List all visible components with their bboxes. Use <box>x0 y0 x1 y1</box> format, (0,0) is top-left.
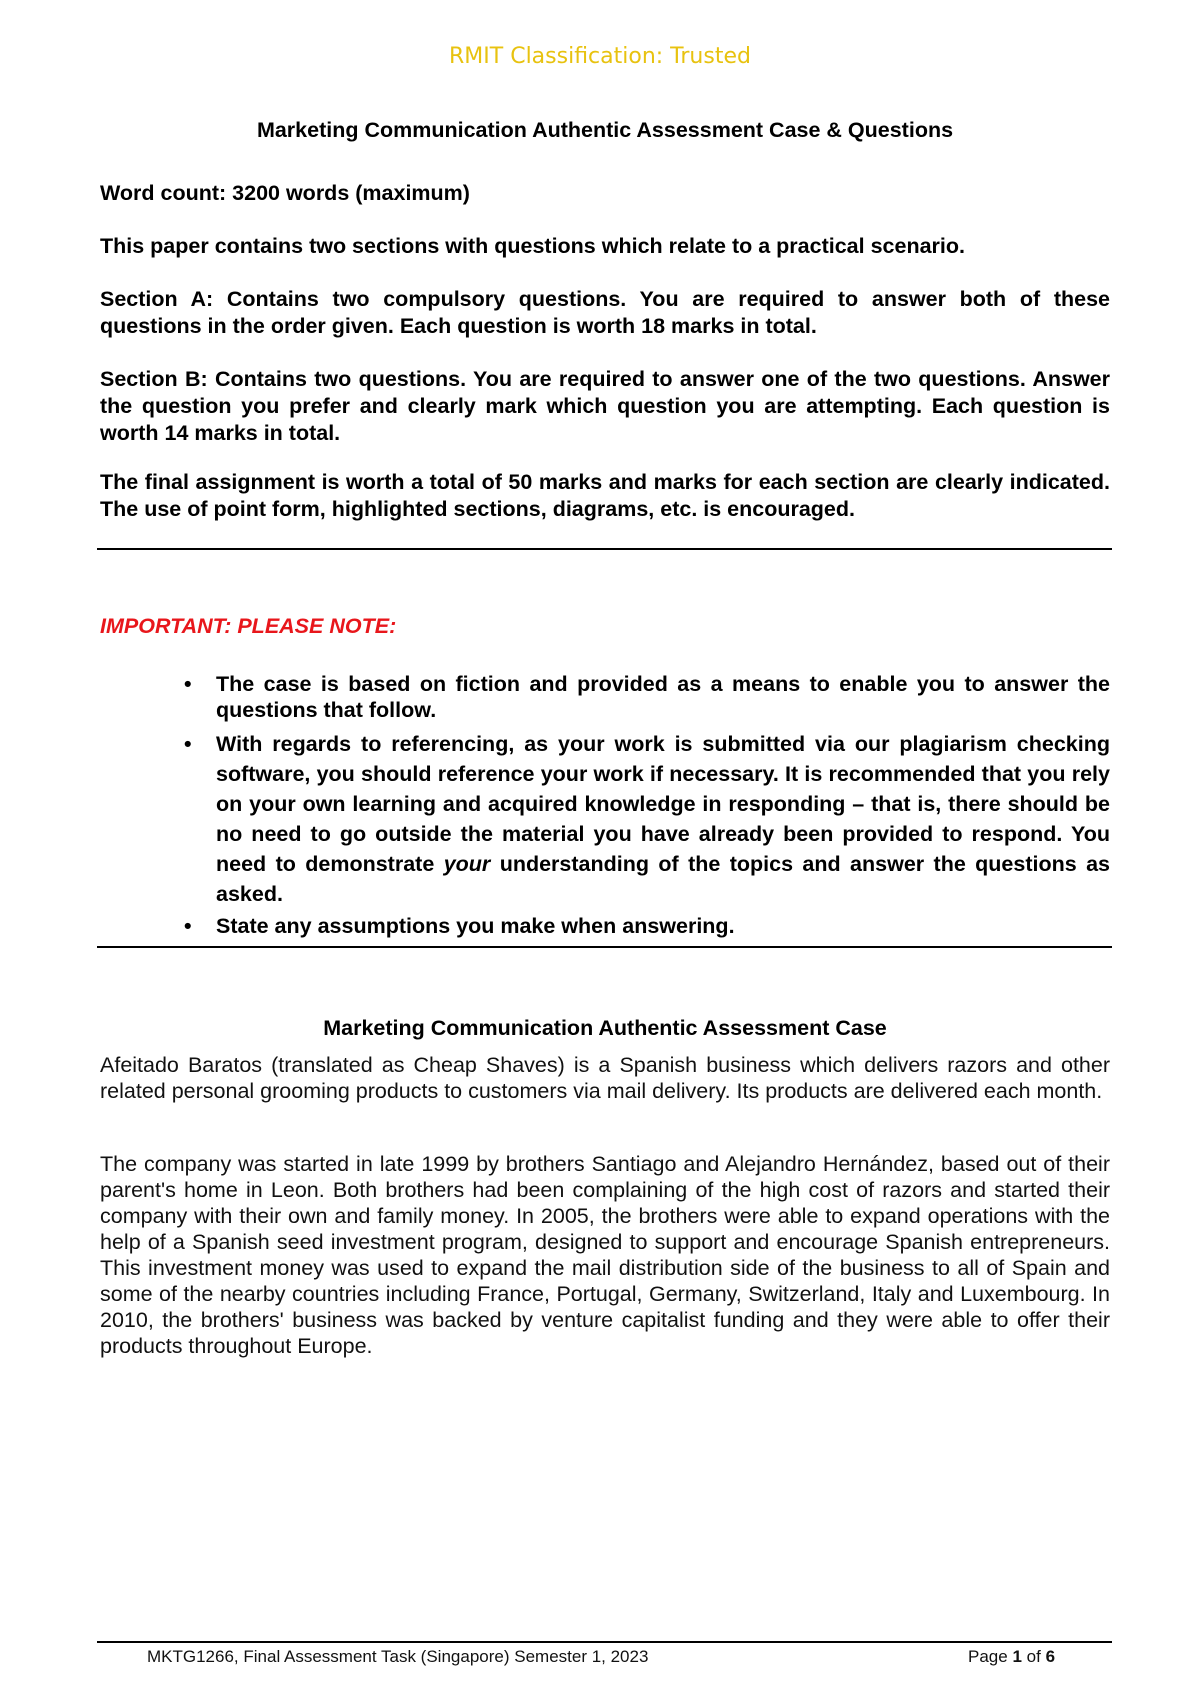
notice-item-fiction <box>184 671 1110 723</box>
divider-top <box>97 548 1112 550</box>
page-total: 6 <box>1045 1647 1056 1666</box>
section-b-description: Section B: Contains two questions. You are required to answer one of the two questions. Answer the question you prefer and clearly mark which question you are attempting. Each question is worth 14 marks in total. <box>100 367 1110 445</box>
word-count: Word count: 3200 words (maximum) <box>100 181 470 205</box>
important-notice-heading: IMPORTANT: PLEASE NOTE: <box>100 614 397 638</box>
notice-item-text: The case is based on fiction and provided as a means to enable you to answer the questions that follow. <box>216 672 1110 722</box>
bullet-icon: • <box>184 732 192 756</box>
case-title: Marketing Communication Authentic Assessment Case <box>323 1016 887 1040</box>
notice-list <box>184 671 1111 943</box>
notice-item-emphasis: your <box>443 852 491 876</box>
page-current: 1 <box>1012 1647 1022 1666</box>
section-a-description: Section A: Contains two compulsory questions. You are required to answer both of these questions in the order given. Each question is worth 18 marks in total. <box>100 287 1110 338</box>
page-word: Page <box>968 1647 1008 1666</box>
divider-bottom <box>97 946 1112 948</box>
footer-divider <box>97 1641 1112 1643</box>
sections-line: This paper contains two sections with questions which relate to a practical scenario. <box>100 234 965 258</box>
final-assignment-note: The final assignment is worth a total of 50 marks and marks for each section are clearly indicated. The use of point form, highlighted sections, diagrams, etc. is encouraged. <box>100 470 1110 521</box>
bullet-icon: • <box>184 914 192 938</box>
footer-course-info: MKTG1266, Final Assessment Task (Singapore) Semester 1, 2023 <box>147 1647 649 1666</box>
assessment-title-block <box>100 118 1110 143</box>
notice-item-text: With regards to referencing, as your work is submitted via our plagiarism checking software, you should reference your work if necessary. It is recommended that you rely on your own learning and acquired knowledge in responding – that is, there should be no need to go outside the material you have already been provided to respond. You need to demonstrate <box>216 732 1110 876</box>
notice-item-assumptions <box>184 911 1110 941</box>
footer-page-number <box>968 1647 1055 1667</box>
case-paragraph-1: Afeitado Baratos (translated as Cheap Shaves) is a Spanish business which delivers razors and other related personal grooming products to customers via mail delivery. Its products are delivered each month. <box>100 1053 1110 1103</box>
classification-label: RMIT Classification: Trusted <box>449 44 751 69</box>
of-word: of <box>1026 1647 1041 1666</box>
notice-item-text: State any assumptions you make when answering. <box>216 914 735 938</box>
case-paragraph-2: The company was started in late 1999 by brothers Santiago and Alejandro Hernández, based out of their parent's home in Leon. Both brothers had been complaining of the high cost of razors and started their company with their own and family money. In 2005, the brothers were able to expand operations with the help of a Spanish seed investment program, designed to support and encourage Spanish entrepreneurs. This investment money was used to expand the mail distribution side of the business to all of Spain and some of the nearby countries including France, Portugal, Germany, Switzerland, Italy and Luxembourg. In 2010, the brothers' business was backed by venture capitalist funding and they were able to offer their products throughout Europe. <box>100 1152 1110 1358</box>
bullet-icon: • <box>184 672 192 696</box>
assessment-title: Marketing Communication Authentic Assessment Case & Questions <box>256 118 954 142</box>
notice-item-text-tail: understanding of the topics and answer the questions as asked. <box>216 852 1111 906</box>
notice-item-referencing <box>184 729 1111 909</box>
